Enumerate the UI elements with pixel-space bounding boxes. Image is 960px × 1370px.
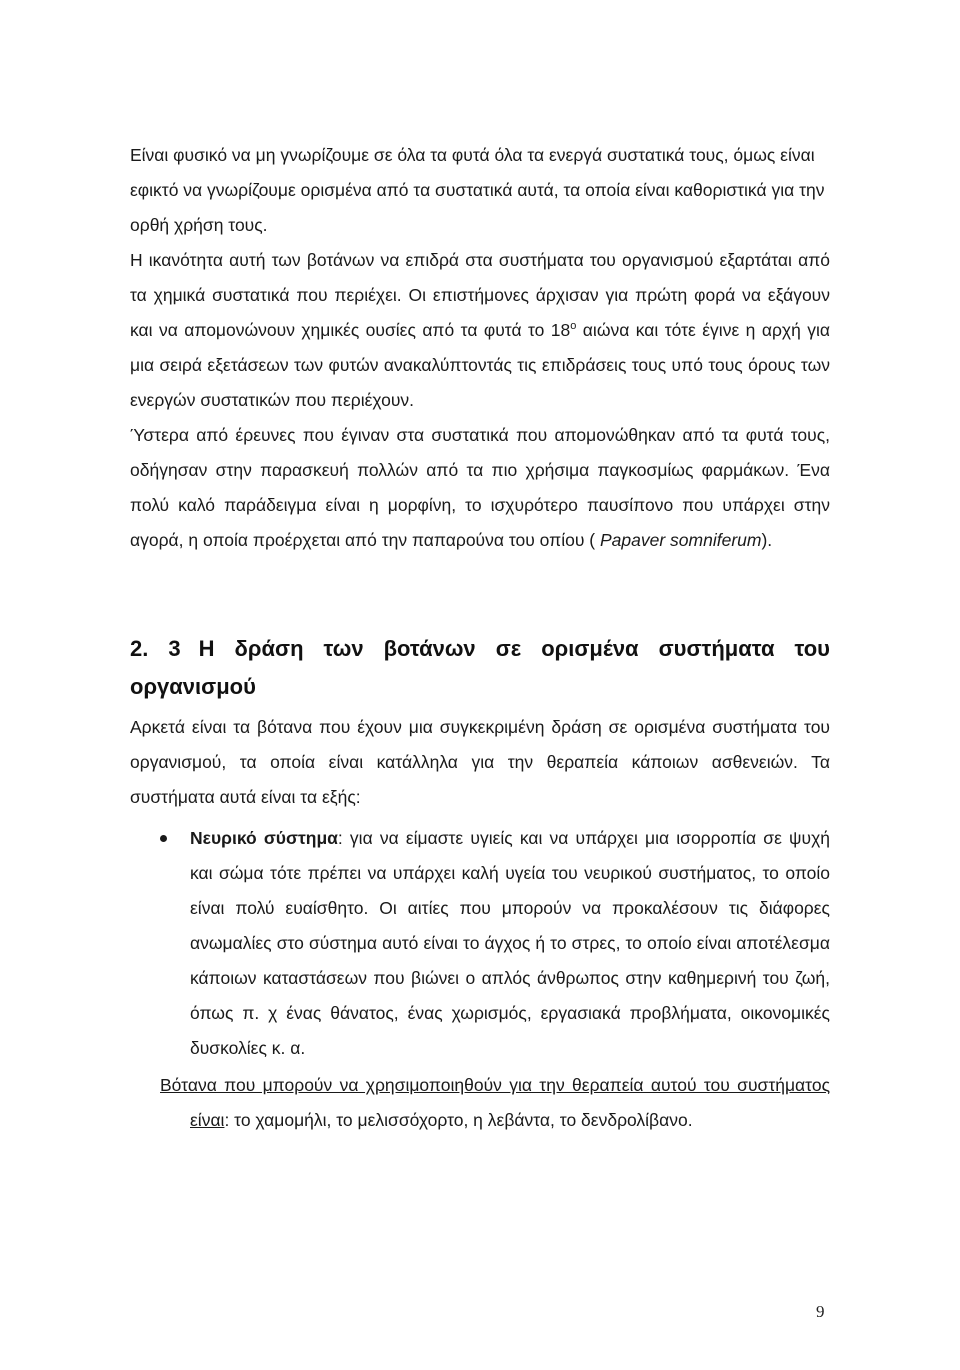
section-intro-paragraph (130, 710, 830, 815)
paragraph-intro-2 (130, 243, 830, 418)
herbs-list-text: : το χαμομήλι, το μελισσόχορτο, η λεβάντα, το δενδρολίβανο. (224, 1110, 693, 1130)
paragraph-text: Ύστερα από έρευνες που έγιναν στα συστατικά που απομονώθηκαν από τα φυτά τους, οδήγησαν στην παρασκευή πολλών από τα πιο χρήσιμα παγκοσμίως φαρμάκων. Ένα πολύ καλό παράδειγμα είναι η μορφίνη, το ισχυρότερο παυσίπονο που υπάρχει στην αγορά, η οποία προέρχεται από την παπαρούνα του οπίου ( (130, 425, 830, 550)
paragraph-intro-1 (130, 138, 830, 243)
document-page (130, 138, 830, 1156)
paragraph-text: Είναι φυσικό να μη γνωρίζουμε σε όλα τα φυτά όλα τα ενεργά συστατικά τους, όμως είναι εφικτό να γνωρίζουμε ορισμένα από τα συστατικά αυτά, τα οποία είναι καθοριστικά για την ορθή χρήση τους. (130, 145, 825, 235)
section-number: 2. 3 (130, 636, 181, 661)
paragraph-text: ). (761, 530, 773, 550)
paragraph-text: Αρκετά είναι τα βότανα που έχουν μια συγκεκριμένη δράση σε ορισμένα συστήματα του οργανισμού, τα οποία είναι κατάλληλα για την θεραπεία κάποιων ασθενειών. Τα συστήματα αυτά είναι τα εξής: (130, 717, 830, 807)
list-item (130, 821, 830, 1066)
section-title: Η δράση των βοτάνων σε ορισμένα συστήματα του οργανισμού (130, 636, 830, 699)
paragraph-text: αιώνα και τότε έγινε η αρχή για μια σειρά εξετάσεων των φυτών ανακαλύπτοντάς τις επιδράσεις τους υπό τους όρους των ενεργών συστατικών που περιέχουν. (130, 320, 830, 410)
bullet-list (130, 821, 830, 1066)
section-heading (130, 630, 830, 706)
bullet-term: Νευρικό σύστημα (190, 828, 338, 848)
paragraph-intro-3 (130, 418, 830, 558)
paragraph-text: Η ικανότητα αυτή των βοτάνων να επιδρά στα συστήματα του οργανισμού εξαρτάται από τα χημικά συστατικά που περιέχει. Οι επιστήμονες άρχισαν για πρώτη φορά να εξάγουν και να απομονώνουν χημικές ουσίες από τα φυτά το 18 (130, 250, 830, 340)
superscript-ordinal: ο (570, 320, 577, 332)
herbs-label-verb: είναι (190, 1110, 225, 1130)
herbs-paragraph (130, 1068, 830, 1138)
bullet-text: : για να είμαστε υγιείς και να υπάρχει μια ισορροπία σε ψυχή και σώμα τότε πρέπει να υπάρχει καλή υγεία του νευρικού συστήματος, το οποίο είναι πολύ ευαίσθητο. Οι αιτίες που μπορούν να προκαλέσουν τις διάφορες ανωμαλίες στο σύστημα αυτό είναι το άγχος ή το στρες, το οποίο είναι αποτέλεσμα κάποιων καταστάσεων που βιώνει ο απλός άνθρωπος στην καθημερινή του ζωή, όπως π. χ ένας θάνατος, ένας χωρισμός, εργασιακά προβλήματα, οικονομικές δυσκολίες κ. α. (190, 828, 830, 1058)
herbs-label: Βότανα που μπορούν να χρησιμοποιηθούν για την θεραπεία αυτού του συστήματος (160, 1075, 830, 1095)
page-number: 9 (816, 1302, 825, 1321)
scientific-name: Papaver somniferum (600, 530, 762, 550)
bullet-dot-icon (160, 835, 167, 842)
